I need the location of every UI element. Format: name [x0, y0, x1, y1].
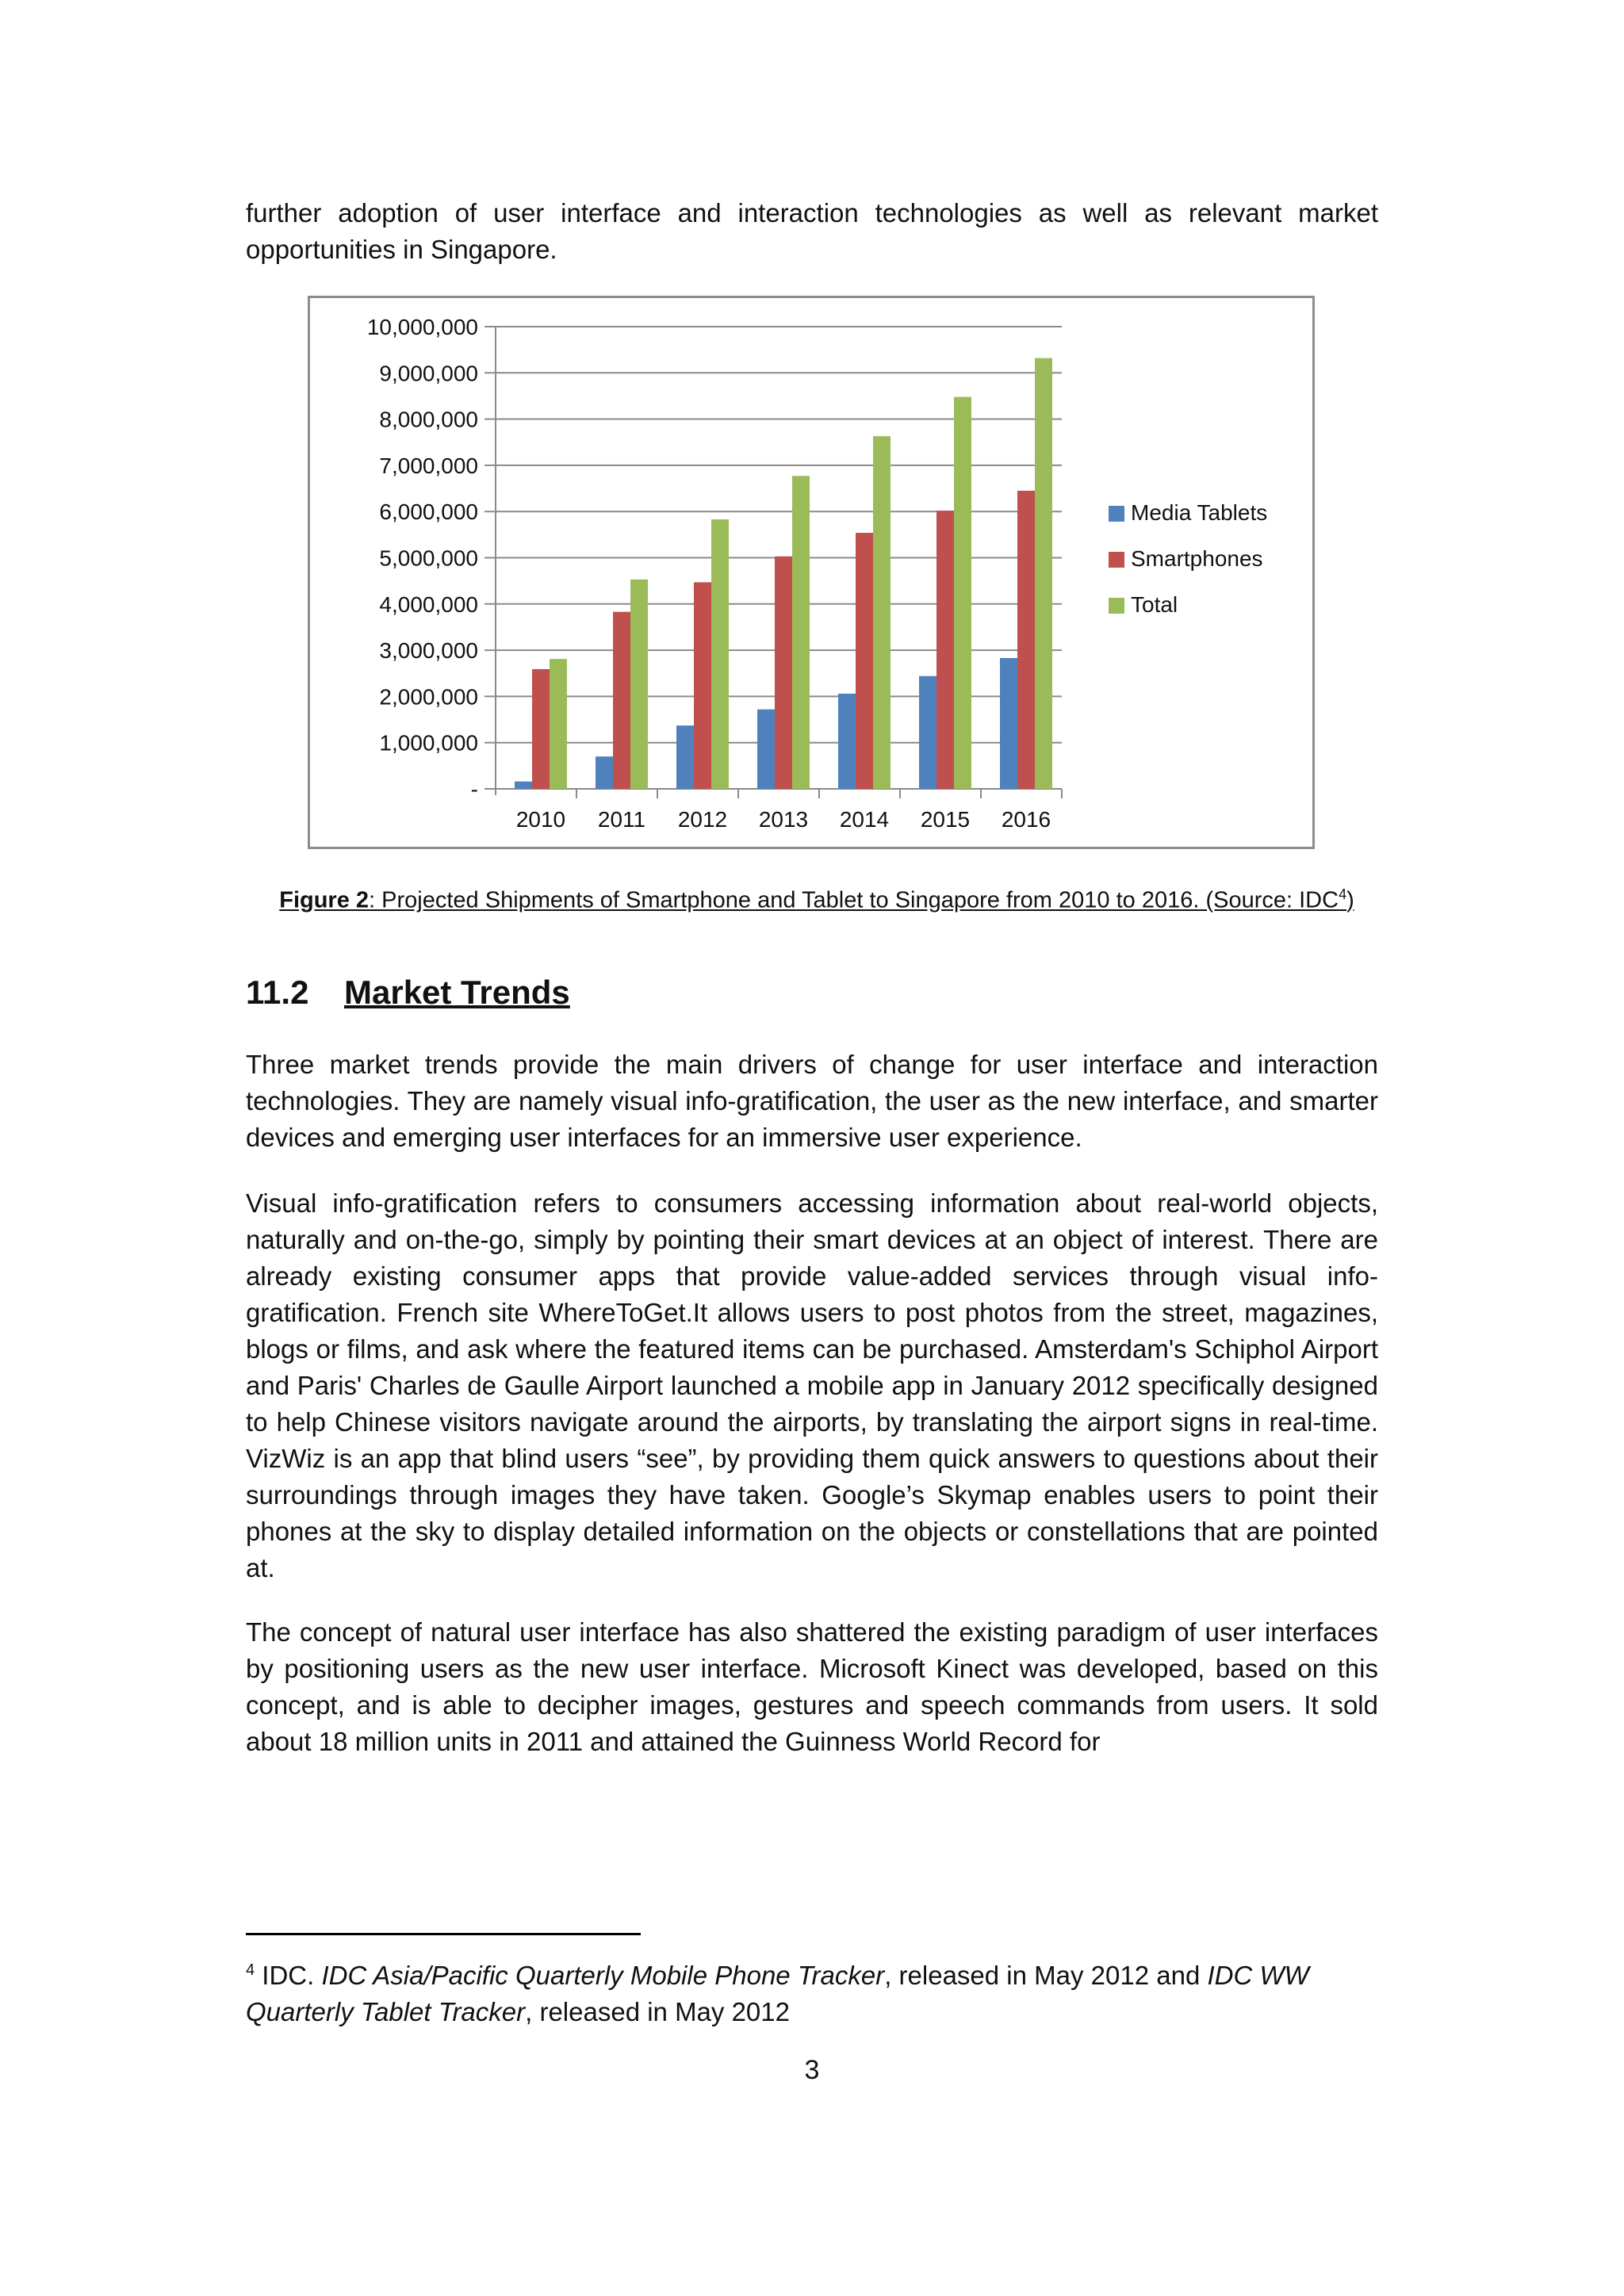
y-tick-label: 9,000,000 [379, 361, 478, 386]
bar-media-tablets [596, 756, 613, 789]
bar-smartphones [936, 511, 954, 789]
bar-total [792, 476, 810, 789]
intro-paragraph [246, 195, 1378, 268]
bar-smartphones [1017, 491, 1035, 789]
section-number: 11.2 [246, 974, 309, 1011]
x-tick-label: 2014 [839, 807, 890, 832]
y-tick-label: 10,000,000 [366, 315, 478, 339]
paragraph-1 [246, 1047, 1378, 1156]
bar-chart [310, 298, 1312, 847]
figure-label: Figure 2 [279, 887, 370, 913]
bar-media-tablets [919, 676, 936, 789]
figure-chart [308, 296, 1315, 849]
bar-media-tablets [1000, 658, 1017, 789]
footnote-number: 4 [246, 1961, 255, 1979]
bar-smartphones [532, 669, 550, 789]
x-tick-label: 2013 [758, 807, 809, 832]
legend-label: Total [1131, 592, 1178, 617]
bar-media-tablets [838, 694, 856, 789]
figure-caption-end: ) [1346, 887, 1354, 913]
bar-media-tablets [515, 782, 532, 789]
bar-smartphones [613, 612, 630, 789]
bar-total [630, 580, 648, 789]
bar-smartphones [694, 582, 711, 789]
paragraph-text: Three market trends provide the main drivers of change for user interface and interaction technologies. They are namely visual info-gratification, the user as the new interface, and smarter devices and emerging user interfaces for an immersive user experience. [246, 1050, 1378, 1152]
y-tick-label: - [470, 777, 478, 802]
bar-total [873, 436, 891, 789]
footnote-divider [246, 1933, 641, 1935]
y-tick-label: 2,000,000 [379, 684, 478, 710]
bar-media-tablets [676, 725, 694, 789]
paragraph-2 [246, 1185, 1378, 1586]
y-tick-label: 6,000,000 [379, 499, 478, 525]
bar-total [550, 659, 567, 789]
bar-smartphones [856, 533, 873, 789]
figure-caption [254, 878, 1380, 916]
paragraph-text: The concept of natural user interface has also shattered the existing paradigm of user interfaces by positioning users as the new user interface. Microsoft Kinect was developed, based on this concept, and is able to decipher images, gestures and speech commands from users. It sold about 18 million units in 2011 and attained the Guinness World Record for [246, 1617, 1378, 1756]
footnote-text: IDC. [255, 1961, 322, 1990]
footnote-source-title: IDC WW Quarterly Tablet Tracker [246, 1961, 1309, 2026]
footnote-ref[interactable]: 4 [1339, 886, 1347, 902]
y-tick-label: 1,000,000 [379, 730, 478, 756]
section-title: Market Trends [344, 974, 570, 1011]
x-tick-label: 2010 [515, 807, 566, 832]
x-tick-label: 2011 [597, 807, 646, 832]
y-tick-label: 8,000,000 [379, 407, 478, 432]
footnote [246, 1952, 1378, 2030]
y-tick-label: 3,000,000 [379, 638, 478, 664]
paragraph-3 [246, 1614, 1378, 1760]
intro-text: further adoption of user interface and interaction technologies as well as relevant market opportunities in Singapore. [246, 198, 1378, 264]
x-tick-label: 2015 [920, 807, 971, 832]
bar-total [711, 519, 729, 789]
bar-total [1035, 358, 1052, 789]
bar-total [954, 397, 971, 789]
bar-smartphones [775, 557, 792, 789]
y-tick-label: 5,000,000 [379, 545, 478, 571]
footnote-source-title: IDC Asia/Pacific Quarterly Mobile Phone Tracker [321, 1961, 885, 1990]
legend-swatch [1109, 598, 1124, 614]
footnote-text: , released in May 2012 [525, 1997, 790, 2026]
bar-media-tablets [757, 710, 775, 789]
y-tick-label: 7,000,000 [379, 453, 478, 478]
figure-caption-text: : Projected Shipments of Smartphone and Tablet to Singapore from 2010 to 2016. (Source: IDC [369, 887, 1339, 913]
legend-label: Smartphones [1131, 546, 1263, 571]
y-tick-label: 4,000,000 [379, 591, 478, 617]
x-tick-label: 2016 [1001, 807, 1051, 832]
legend-swatch [1109, 506, 1124, 522]
x-tick-label: 2012 [677, 807, 728, 832]
page-number: 3 [804, 2055, 820, 2085]
paragraph-text: Visual info-gratification refers to consumers accessing information about real-world objects, naturally and on-the-go, simply by pointing their smart devices at an object of interest. There are already existing consumer apps that provide value-added services through visual info-gratification. French site WhereToGet.It allows users to post photos from the street, magazines, blogs or films, and ask where the featured items can be purchased. Amsterdam's Schiphol Airport and Paris' Charles de Gaulle Airport launched a mobile app in January 2012 specifically designed to help Chinese visitors navigate around the airports, by translating the airport signs in real-time. VizWiz is an app that blind users “see”, by providing them quick answers to questions about their surroundings through images they have taken. Google’s Skymap enables users to point their phones at the sky to display detailed information on the objects or constellations that are pointed at. [246, 1188, 1378, 1582]
legend-label: Media Tablets [1131, 500, 1268, 525]
legend-swatch [1109, 552, 1124, 568]
footnote-text: , released in May 2012 and [884, 1961, 1208, 1990]
section-heading [246, 974, 570, 1012]
